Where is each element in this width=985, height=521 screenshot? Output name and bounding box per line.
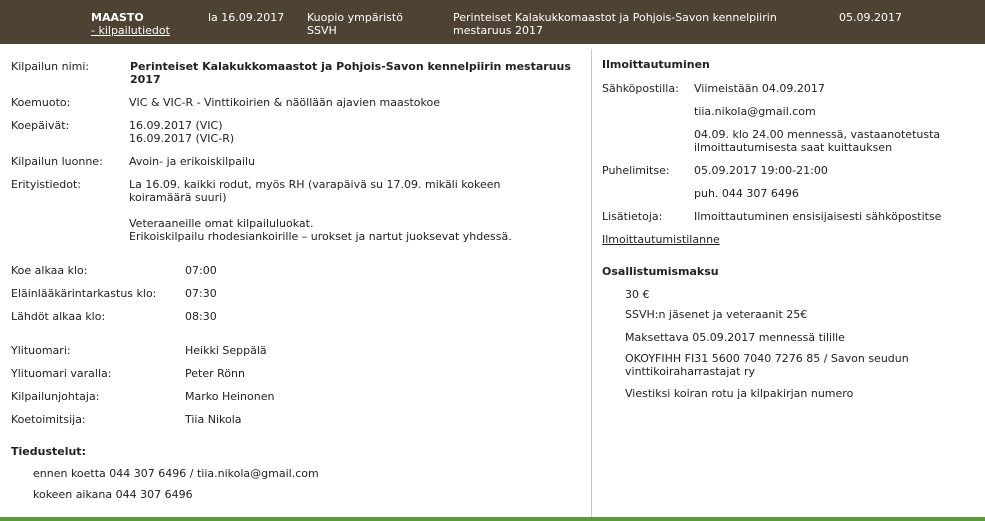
extra-info-value: Ilmoittautuminen ensisijaisesti sähköpostitse (694, 210, 942, 223)
phone-label: Puhelimitse: (602, 164, 670, 177)
competition-nature-label: Kilpailun luonne: (11, 155, 103, 168)
reserve-judge-value: Peter Rönn (185, 367, 245, 380)
competition-leader-label: Kilpailunjohtaja: (11, 390, 100, 403)
reserve-judge-label: Ylituomari varalla: (11, 367, 112, 380)
test-day-1: 16.09.2017 (VIC) (129, 119, 223, 132)
test-form-label: Koemuoto: (11, 96, 71, 109)
bottom-accent-line (0, 517, 985, 521)
fee-title: Osallistumismaksu (602, 265, 719, 278)
competition-details-panel (0, 49, 590, 517)
email-deadline: Viimeistään 04.09.2017 (694, 82, 825, 95)
inquiries-title: Tiedustelut: (11, 445, 86, 458)
event-name-line1: Perinteiset Kalakukkomaastot ja Pohjois-Savon kennelpiirin (453, 11, 777, 24)
vet-check-value: 07:30 (185, 287, 217, 300)
special-info-label: Erityistiedot: (11, 178, 82, 191)
registration-status-link[interactable]: Ilmoittautumistilanne (602, 233, 720, 246)
fee-account-line1: OKOYFIHH FI31 5600 7040 7276 85 / Savon seudun (625, 352, 909, 365)
email-note-line1: 04.09. klo 24.00 mennessä, vastaanotetusta (694, 128, 941, 141)
event-header-bar (0, 0, 985, 44)
fee-due: Maksettava 05.09.2017 mennessä tilille (625, 331, 845, 344)
event-name-line2: mestaruus 2017 (453, 24, 543, 37)
departure-value: 08:30 (185, 310, 217, 323)
email-label: Sähköpostilla: (602, 82, 679, 95)
extra-info-label: Lisätietoja: (602, 210, 663, 223)
event-date: la 16.09.2017 (208, 11, 285, 24)
vet-check-label: Eläinlääkärintarkastus klo: (11, 287, 157, 300)
fee-amount: 30 € (625, 288, 650, 301)
competition-nature-value: Avoin- ja erikoiskilpailu (129, 155, 256, 168)
event-place: Kuopio ympäristö (307, 11, 403, 24)
updated-date: 05.09.2017 (839, 11, 902, 24)
start-time-value: 07:00 (185, 264, 217, 277)
special-info-line3: Veteraaneille omat kilpailuluokat. (129, 217, 314, 230)
competition-name-line1: Perinteiset Kalakukkomaastot ja Pohjois-Savon kennelpiirin mestaruus (130, 60, 571, 73)
test-secretary-label: Koetoimitsija: (11, 413, 86, 426)
registration-title: Ilmoittautuminen (602, 58, 710, 71)
inquiries-before: ennen koetta 044 307 6496 / tiia.nikola@gmail.com (33, 467, 319, 480)
test-days-label: Koepäivät: (11, 119, 70, 132)
competition-leader-value: Marko Heinonen (185, 390, 275, 403)
inquiries-during: kokeen aikana 044 307 6496 (33, 488, 193, 501)
competition-info-link[interactable]: - kilpailutiedot (91, 24, 170, 37)
special-info-line1: La 16.09. kaikki rodut, myös RH (varapäivä su 17.09. mikäli kokeen (129, 178, 501, 191)
fee-account-line2: vinttikoiraharrastajat ry (625, 365, 755, 378)
test-secretary-value: Tiia Nikola (185, 413, 242, 426)
fee-message: Viestiksi koiran rotu ja kilpakirjan numero (625, 387, 854, 400)
start-time-label: Koe alkaa klo: (11, 264, 88, 277)
phone-number: puh. 044 307 6496 (694, 187, 799, 200)
judge-label: Ylituomari: (11, 344, 71, 357)
event-type: MAASTO (91, 11, 144, 24)
test-form-value: VIC & VIC-R - Vinttikoirien & näöllään ajavien maastokoe (129, 96, 440, 109)
judge-value: Heikki Seppälä (185, 344, 267, 357)
email-note-line2: ilmoittautumisesta saat kuittauksen (694, 141, 893, 154)
fee-member-price: SSVH:n jäsenet ja veteraanit 25€ (625, 308, 808, 321)
special-info-line4: Erikoiskilpailu rhodesiankoirille – urokset ja nartut juoksevat yhdessä. (129, 230, 512, 243)
test-day-2: 16.09.2017 (VIC-R) (129, 132, 235, 145)
event-organizer: SSVH (307, 24, 337, 37)
departure-label: Lähdöt alkaa klo: (11, 310, 106, 323)
email-address: tiia.nikola@gmail.com (694, 105, 816, 118)
phone-time: 05.09.2017 19:00-21:00 (694, 164, 828, 177)
registration-panel (591, 49, 985, 517)
competition-name-line2: 2017 (130, 73, 161, 86)
competition-name-label: Kilpailun nimi: (11, 60, 90, 73)
special-info-line2: koiramäärä suuri) (129, 191, 227, 204)
